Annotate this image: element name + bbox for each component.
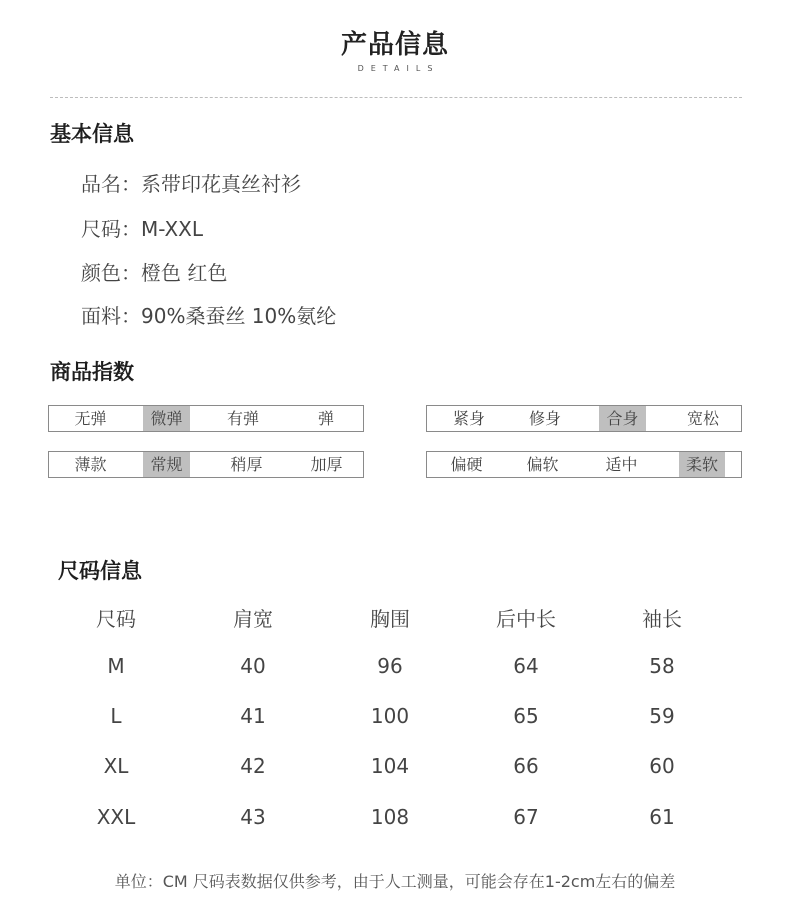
elasticity-scale [48, 405, 364, 432]
table-cell: 100 [370, 704, 410, 728]
info-label: 尺码 ： [81, 213, 141, 242]
table-cell: 104 [370, 754, 410, 778]
scale-option: 偏硬 [450, 455, 483, 474]
scale-option: 柔软 [679, 452, 725, 477]
info-label: 品名 ： [81, 168, 141, 197]
table-cell: 40 [240, 654, 266, 678]
info-label: 颜色 ： [81, 257, 141, 286]
table-cell: 41 [240, 704, 266, 728]
table-cell: 42 [240, 754, 266, 778]
info-value: M-XXL [141, 217, 204, 241]
table-cell: 96 [377, 654, 403, 678]
table-cell: 58 [649, 654, 675, 678]
table-cell: 43 [240, 805, 266, 829]
scale-option: 常规 [143, 452, 190, 477]
info-value: 系带印花真丝衬衫 [141, 172, 301, 196]
table-cell: XL [103, 754, 129, 778]
fit-scale [426, 405, 742, 432]
size-table-header-back-length: 后中长 [496, 607, 556, 631]
size-table-header-sleeve: 袖长 [642, 607, 682, 631]
info-value: 90%桑蚕丝 10%氨纶 [141, 304, 337, 328]
info-row-name [81, 168, 301, 197]
size-footnote: 单位：CM 尺码表数据仅供参考，由于人工测量，可能会存在1-2cm左右的偏差 [114, 872, 676, 891]
page-title: 产品信息 [340, 30, 449, 60]
table-cell: XXL [96, 805, 136, 829]
table-cell: 67 [513, 805, 539, 829]
info-label: 面料 ： [81, 300, 141, 329]
info-row-fabric [81, 300, 336, 329]
scale-option: 微弹 [143, 406, 190, 431]
table-cell: 60 [649, 754, 675, 778]
scale-option: 紧身 [452, 409, 485, 428]
info-value: 橙色 红色 [141, 261, 228, 285]
table-cell: 108 [370, 805, 410, 829]
basic-info-heading: 基本信息 [50, 122, 134, 146]
table-cell: 59 [649, 704, 675, 728]
page-subtitle: DETAILS [357, 64, 440, 73]
size-table-header-shoulder: 肩宽 [233, 607, 273, 631]
scale-option: 合身 [599, 406, 646, 431]
product-index-heading: 商品指数 [50, 360, 134, 384]
table-cell: 66 [513, 754, 539, 778]
scale-option: 有弹 [226, 409, 259, 428]
scale-option: 薄款 [74, 455, 107, 474]
table-cell: 61 [649, 805, 675, 829]
scale-option: 稍厚 [230, 455, 263, 474]
info-row-color [81, 257, 227, 286]
thickness-scale [48, 451, 364, 478]
scale-option: 无弹 [74, 409, 107, 428]
softness-scale [426, 451, 742, 478]
size-table-header-chest: 胸围 [370, 607, 410, 631]
table-cell: M [107, 654, 125, 678]
size-table-header-size: 尺码 [96, 607, 136, 631]
table-cell: 64 [513, 654, 539, 678]
info-row-size [81, 213, 203, 242]
table-cell: L [110, 704, 122, 728]
scale-option: 修身 [528, 409, 561, 428]
scale-option: 偏软 [526, 455, 559, 474]
size-info-heading: 尺码信息 [58, 559, 142, 583]
dashed-divider [50, 97, 742, 98]
scale-option: 适中 [605, 455, 638, 474]
scale-option: 加厚 [310, 455, 343, 474]
scale-option: 宽松 [686, 409, 719, 428]
table-cell: 65 [513, 704, 539, 728]
scale-option: 弹 [317, 409, 334, 428]
